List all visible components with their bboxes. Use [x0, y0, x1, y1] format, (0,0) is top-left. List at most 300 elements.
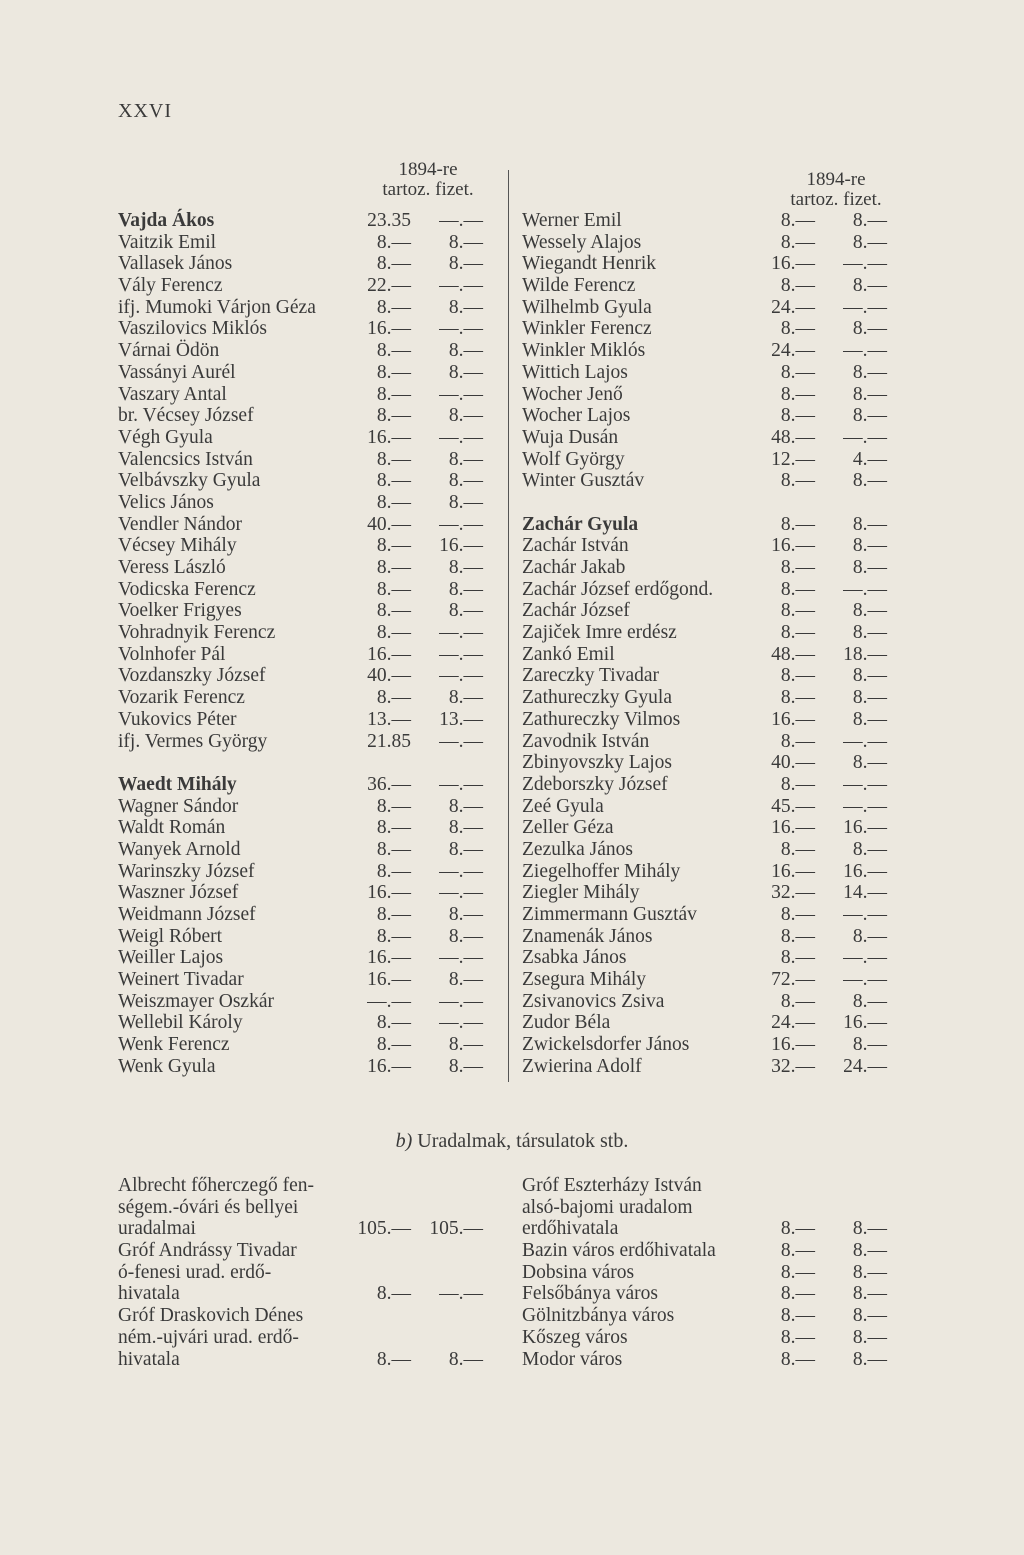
entry-due: 72.—: [771, 969, 815, 991]
list-item: [522, 817, 897, 839]
list-item: [118, 839, 493, 861]
entry-name: Weigl Róbert: [118, 925, 223, 947]
list-item: [118, 1327, 493, 1349]
entry-name: Zavodnik István: [522, 730, 650, 752]
entry-due: 32.—: [771, 882, 815, 904]
list-item: [522, 644, 897, 666]
entry-due: 16.—: [771, 860, 815, 882]
entry-paid: 8.—: [852, 1348, 887, 1370]
entry-paid: 8.—: [448, 491, 483, 513]
entry-name: Wittich Lajos: [522, 361, 628, 383]
list-item: [118, 557, 493, 579]
entry-due: 8.—: [780, 210, 815, 231]
entry-name: Albrecht főherczegő fen-: [118, 1175, 314, 1196]
entry-name: Weiszmayer Oszkár: [118, 990, 274, 1012]
list-item: [522, 1283, 897, 1305]
entry-paid: 14.—: [843, 882, 887, 904]
bottom-left-list: [118, 1175, 493, 1370]
entry-paid: 8.—: [852, 1261, 887, 1283]
entry-due: 8.—: [376, 1283, 411, 1305]
entry-name: Zeé Gyula: [522, 795, 604, 817]
entry-name: Zbinyovszky Lajos: [522, 752, 673, 774]
entry-due: 8.—: [780, 947, 815, 969]
list-item: [118, 774, 493, 796]
entry-paid: —.—: [843, 795, 887, 817]
entry-name: Weiller Lajos: [118, 947, 224, 969]
entry-name: erdőhivatala: [522, 1218, 619, 1240]
entry-due: 8.—: [376, 860, 411, 882]
list-item: [522, 1240, 897, 1262]
entry-name: Gróf Draskovich Dénes: [118, 1305, 304, 1327]
header-cols: tartoz. fizet.: [790, 189, 882, 210]
entry-name: Ziegelhoffer Mihály: [522, 860, 681, 882]
entry-paid: —.—: [439, 426, 483, 448]
entry-name: Waedt Mihály: [118, 773, 237, 795]
entry-paid: —.—: [439, 275, 483, 297]
entry-name: Zsivanovics Zsiva: [522, 990, 665, 1012]
list-item: [522, 1349, 897, 1371]
entry-paid: 8.—: [448, 231, 483, 253]
entry-name: Wocher Jenő: [522, 383, 623, 405]
entry-due: 8.—: [376, 904, 411, 925]
entry-paid: 8.—: [448, 448, 483, 470]
entry-paid: 8.—: [852, 622, 887, 644]
list-item: [118, 1218, 493, 1240]
entry-name: Weinert Tivadar: [118, 969, 244, 991]
list-item: [522, 796, 897, 818]
entry-name: Vukovics Péter: [118, 708, 237, 730]
entry-due: 24.—: [771, 296, 815, 318]
entry-paid: —.—: [843, 947, 887, 969]
entry-due: 8.—: [780, 578, 815, 600]
section-b-title: Uradalmak, társulatok stb.: [417, 1130, 629, 1152]
entry-paid: 105.—: [429, 1218, 483, 1240]
entry-paid: 8.—: [852, 318, 887, 340]
list-item: [118, 926, 493, 948]
list-item: [118, 318, 493, 340]
entry-due: 8.—: [780, 600, 815, 622]
list-item: [118, 600, 493, 622]
entry-name: Wuja Dusán: [522, 426, 619, 448]
entry-due: 16.—: [367, 969, 411, 991]
entry-name: Modor város: [522, 1348, 623, 1370]
entry-name: Zezulka János: [522, 838, 634, 860]
list-item: [522, 470, 897, 492]
list-item: [118, 796, 493, 818]
entry-name: Werner Emil: [522, 210, 622, 231]
entry-due: 45.—: [771, 795, 815, 817]
entry-due: 8.—: [376, 491, 411, 513]
entry-name: Felsőbánya város: [522, 1283, 658, 1305]
entry-due: 40.—: [771, 752, 815, 774]
list-item: [522, 405, 897, 427]
list-item: [118, 405, 493, 427]
list-item: [522, 1218, 897, 1240]
list-item: [522, 1056, 897, 1078]
entry-paid: 8.—: [852, 1326, 887, 1348]
entry-paid: —.—: [439, 383, 483, 405]
entry-due: —.—: [367, 990, 411, 1012]
entry-paid: —.—: [843, 773, 887, 795]
entry-paid: 8.—: [852, 752, 887, 774]
entry-name: Warinszky József: [118, 860, 255, 882]
entry-paid: 8.—: [448, 557, 483, 578]
entry-paid: 8.—: [852, 708, 887, 730]
entry-due: 8.—: [376, 470, 411, 492]
section-b-heading: [0, 1130, 1024, 1153]
entry-due: 8.—: [780, 470, 815, 492]
entry-name: ném.-ujvári urad. erdő-: [118, 1326, 299, 1348]
entry-name: Vaszilovics Miklós: [118, 318, 267, 340]
list-item: [118, 1349, 493, 1371]
entry-due: 8.—: [376, 600, 411, 622]
entry-due: 8.—: [780, 1218, 815, 1240]
entry-due: 8.—: [780, 231, 815, 253]
list-item: [522, 1262, 897, 1284]
list-item: [522, 709, 897, 731]
section-b-label: b): [395, 1130, 413, 1152]
entry-due: 16.—: [367, 643, 411, 665]
list-item: [118, 340, 493, 362]
list-item: [522, 947, 897, 969]
entry-name: Vohradnyik Ferencz: [118, 622, 276, 644]
list-item: [522, 210, 897, 232]
list-item: [118, 644, 493, 666]
list-item: [118, 210, 493, 232]
entry-name: Zathureczky Vilmos: [522, 708, 681, 730]
entry-due: 8.—: [780, 665, 815, 687]
entry-name: Zachár Jakab: [522, 557, 626, 578]
entry-name: Gróf Andrássy Tivadar: [118, 1240, 297, 1262]
list-item: [522, 1197, 897, 1219]
entry-paid: —.—: [439, 1283, 483, 1305]
entry-paid: 8.—: [852, 687, 887, 709]
entry-due: 8.—: [376, 578, 411, 600]
entry-due: 8.—: [780, 730, 815, 752]
list-item: [118, 470, 493, 492]
entry-due: 8.—: [780, 622, 815, 644]
entry-due: 8.—: [780, 513, 815, 535]
entry-name: ifj. Mumoki Várjon Géza: [118, 296, 316, 318]
list-item: [118, 1262, 493, 1284]
entry-due: 8.—: [376, 535, 411, 557]
entry-name: Winkler Miklós: [522, 340, 646, 362]
entry-name: Dobsina város: [522, 1261, 635, 1283]
list-item: [118, 622, 493, 644]
entry-name: Zareczky Tivadar: [522, 665, 659, 687]
header-cols: tartoz. fizet.: [382, 179, 474, 200]
entry-paid: 8.—: [448, 600, 483, 622]
entry-paid: 8.—: [852, 513, 887, 535]
entry-name: Zachár István: [522, 535, 629, 557]
entry-name: Zsegura Mihály: [522, 969, 647, 991]
header-year: 1894-re: [398, 159, 458, 180]
entry-due: 8.—: [376, 1012, 411, 1034]
entry-due: 8.—: [376, 231, 411, 253]
entry-name: Vallasek János: [118, 253, 233, 275]
entry-due: 8.—: [780, 1240, 815, 1262]
entry-paid: 4.—: [852, 448, 887, 470]
entry-due: 16.—: [771, 817, 815, 839]
entry-paid: 8.—: [448, 340, 483, 362]
entry-name: Wilhelmb Gyula: [522, 296, 652, 318]
entry-due: 8.—: [780, 405, 815, 427]
entry-due: 8.—: [376, 296, 411, 318]
entry-name: Wiegandt Henrik: [522, 253, 657, 275]
entry-paid: —.—: [439, 513, 483, 535]
entry-due: 8.—: [376, 838, 411, 860]
entry-paid: 8.—: [852, 665, 887, 687]
entry-due: 40.—: [367, 513, 411, 535]
entry-paid: —.—: [439, 622, 483, 644]
list-item: [118, 232, 493, 254]
list-item: [522, 384, 897, 406]
list-item: [118, 1283, 493, 1305]
list-item: [522, 904, 897, 926]
entry-due: 24.—: [771, 340, 815, 362]
entry-due: 8.—: [376, 361, 411, 383]
entry-due: 16.—: [367, 318, 411, 340]
entry-due: 8.—: [780, 361, 815, 383]
entry-due: 8.—: [780, 1305, 815, 1327]
entry-name: Wenk Gyula: [118, 1055, 216, 1077]
entry-due: 8.—: [780, 838, 815, 860]
entry-name: uradalmai: [118, 1218, 196, 1240]
entry-name: Zimmermann Gusztáv: [522, 904, 697, 925]
entry-due: 16.—: [367, 947, 411, 969]
list-item: [118, 514, 493, 536]
entry-due: 8.—: [780, 275, 815, 297]
entry-paid: 8.—: [852, 600, 887, 622]
list-item: [118, 904, 493, 926]
entry-name: Zankó Emil: [522, 643, 615, 665]
entry-due: 24.—: [771, 1012, 815, 1034]
entry-name: ségem.-óvári és bellyei: [118, 1196, 299, 1218]
entry-paid: 8.—: [448, 795, 483, 817]
entry-name: Wessely Alajos: [522, 231, 642, 253]
entry-name: Ziegler Mihály: [522, 882, 640, 904]
entry-due: 8.—: [780, 1326, 815, 1348]
entry-paid: —.—: [843, 296, 887, 318]
entry-due: 8.—: [376, 925, 411, 947]
entry-name: Vaitzik Emil: [118, 231, 217, 253]
entry-name: Velbávszky Gyula: [118, 470, 261, 492]
entry-paid: 16.—: [843, 817, 887, 839]
entry-name: Voelker Frigyes: [118, 600, 242, 622]
list-item: [118, 991, 493, 1013]
entry-paid: —.—: [843, 340, 887, 362]
entry-due: 16.—: [771, 253, 815, 275]
entry-due: 16.—: [367, 1055, 411, 1077]
list-item: [522, 665, 897, 687]
entry-name: Gölnitzbánya város: [522, 1305, 675, 1327]
entry-due: 16.—: [771, 708, 815, 730]
list-item: [118, 492, 493, 514]
list-item: [118, 861, 493, 883]
entry-name: ifj. Vermes György: [118, 730, 268, 752]
list-item: [522, 622, 897, 644]
entry-paid: 8.—: [852, 925, 887, 947]
entry-name: alsó-bajomi uradalom: [522, 1196, 693, 1218]
entry-paid: 8.—: [852, 1283, 887, 1305]
entry-paid: 8.—: [852, 383, 887, 405]
entry-paid: 8.—: [448, 361, 483, 383]
entry-name: Gróf Eszterházy István: [522, 1175, 702, 1196]
entry-paid: 8.—: [448, 687, 483, 709]
list-item: [522, 427, 897, 449]
entry-paid: 8.—: [448, 1055, 483, 1077]
entry-due: 8.—: [780, 383, 815, 405]
entry-name: br. Vécsey József: [118, 405, 254, 427]
list-item: [522, 318, 897, 340]
list-item: [522, 731, 897, 753]
list-item: [118, 427, 493, 449]
list-item: [118, 1240, 493, 1262]
entry-name: Zachár József: [522, 600, 630, 622]
list-item: [522, 1012, 897, 1034]
list-item: [118, 1175, 493, 1197]
entry-paid: —.—: [439, 210, 483, 231]
list-item: [522, 275, 897, 297]
entry-paid: —.—: [439, 947, 483, 969]
entry-paid: 8.—: [852, 990, 887, 1012]
entry-name: Zathureczky Gyula: [522, 687, 672, 709]
entry-paid: 8.—: [448, 925, 483, 947]
entry-name: Várnai Ödön: [118, 340, 220, 362]
entry-due: 40.—: [367, 665, 411, 687]
entry-paid: —.—: [439, 643, 483, 665]
list-item: [118, 297, 493, 319]
list-gap: [522, 492, 897, 514]
entry-name: Vaszary Antal: [118, 383, 227, 405]
entry-paid: —.—: [843, 904, 887, 925]
entry-paid: 8.—: [448, 838, 483, 860]
list-item: [118, 709, 493, 731]
entry-name: Wenk Ferencz: [118, 1034, 230, 1056]
list-item: [118, 665, 493, 687]
entry-name: Zwierina Adolf: [522, 1055, 642, 1077]
entry-due: 8.—: [376, 795, 411, 817]
entry-name: Végh Gyula: [118, 426, 213, 448]
entry-paid: —.—: [843, 730, 887, 752]
entry-paid: 18.—: [843, 643, 887, 665]
entry-paid: —.—: [439, 665, 483, 687]
entry-name: Waldt Román: [118, 817, 226, 839]
list-item: [522, 362, 897, 384]
list-item: [118, 1197, 493, 1219]
entry-paid: 8.—: [852, 1305, 887, 1327]
entry-name: ó-fenesi urad. erdő-: [118, 1261, 272, 1283]
entry-paid: 8.—: [852, 405, 887, 427]
list-item: [522, 926, 897, 948]
entry-due: 8.—: [376, 1034, 411, 1056]
entry-name: Valencsics István: [118, 448, 253, 470]
entry-due: 32.—: [771, 1055, 815, 1077]
list-item: [522, 449, 897, 471]
entry-name: Wilde Ferencz: [522, 275, 636, 297]
entry-name: Kőszeg város: [522, 1326, 628, 1348]
entry-paid: 16.—: [439, 535, 483, 557]
entry-name: Bazin város erdőhivatala: [522, 1240, 716, 1262]
list-item: [522, 861, 897, 883]
entry-name: hivatala: [118, 1348, 180, 1370]
entry-paid: —.—: [843, 253, 887, 275]
entry-paid: 16.—: [843, 860, 887, 882]
entry-name: Vajda Ákos: [118, 210, 215, 231]
entry-name: Winkler Ferencz: [522, 318, 652, 340]
list-item: [522, 557, 897, 579]
entry-due: 12.—: [771, 448, 815, 470]
entry-name: Vály Ferencz: [118, 275, 223, 297]
entry-paid: —.—: [843, 578, 887, 600]
entry-name: Volnhofer Pál: [118, 643, 226, 665]
entry-paid: —.—: [843, 426, 887, 448]
entry-paid: 8.—: [852, 275, 887, 297]
list-item: [118, 1012, 493, 1034]
entry-name: Znamenák János: [522, 925, 653, 947]
right-column-header: [776, 170, 896, 210]
entry-name: Zeller Géza: [522, 817, 614, 839]
entry-paid: 13.—: [439, 708, 483, 730]
entry-name: Waszner József: [118, 882, 239, 904]
list-item: [522, 514, 897, 536]
entry-name: Zudor Béla: [522, 1012, 611, 1034]
entry-due: 8.—: [376, 253, 411, 275]
entry-due: 8.—: [376, 1348, 411, 1370]
list-item: [522, 232, 897, 254]
entry-paid: —.—: [439, 1012, 483, 1034]
entry-due: 8.—: [780, 1348, 815, 1370]
entry-due: 8.—: [376, 448, 411, 470]
list-item: [522, 991, 897, 1013]
entry-name: Zwickelsdorfer János: [522, 1034, 690, 1056]
entry-paid: —.—: [439, 773, 483, 795]
entry-name: Vassányi Aurél: [118, 361, 236, 383]
list-item: [118, 1056, 493, 1078]
entry-due: 22.—: [367, 275, 411, 297]
entry-paid: 8.—: [448, 578, 483, 600]
entry-name: Velics János: [118, 491, 214, 513]
entry-name: Vodicska Ferencz: [118, 578, 256, 600]
entry-name: Vécsey Mihály: [118, 535, 237, 557]
entry-due: 16.—: [771, 1034, 815, 1056]
column-divider: [508, 170, 509, 1082]
entry-paid: —.—: [439, 318, 483, 340]
list-item: [522, 340, 897, 362]
entry-paid: —.—: [439, 882, 483, 904]
entry-paid: 24.—: [843, 1055, 887, 1077]
entry-name: Veress László: [118, 557, 226, 578]
entry-due: 48.—: [771, 426, 815, 448]
entry-due: 8.—: [376, 622, 411, 644]
entry-paid: 8.—: [448, 470, 483, 492]
entry-paid: 8.—: [448, 969, 483, 991]
entry-due: 48.—: [771, 643, 815, 665]
list-item: [522, 535, 897, 557]
list-item: [118, 535, 493, 557]
list-item: [522, 774, 897, 796]
entry-paid: 8.—: [448, 1034, 483, 1056]
entry-name: Wanyek Arnold: [118, 838, 241, 860]
entry-name: Vozdanszky József: [118, 665, 266, 687]
list-item: [522, 752, 897, 774]
entry-due: 8.—: [376, 340, 411, 362]
entry-due: 16.—: [367, 426, 411, 448]
entry-paid: 8.—: [852, 231, 887, 253]
entry-due: 8.—: [780, 318, 815, 340]
entry-paid: 8.—: [852, 838, 887, 860]
list-item: [118, 817, 493, 839]
